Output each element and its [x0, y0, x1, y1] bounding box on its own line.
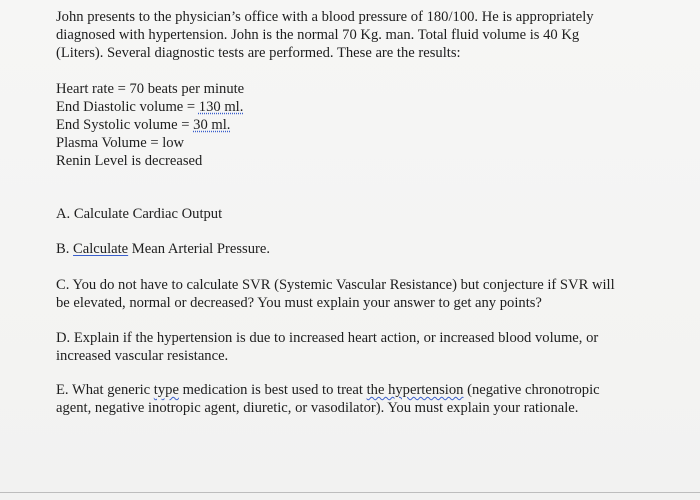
question-d	[56, 329, 666, 365]
question-c	[56, 276, 666, 312]
question-b-calculate: Calculate	[73, 241, 129, 257]
question-b-rest: Mean Arterial Pressure.	[128, 241, 270, 257]
question-b-text	[56, 240, 666, 258]
question-e-part-a: E. What generic	[56, 382, 154, 398]
page-bottom-divider	[0, 492, 700, 493]
edv-label: End Diastolic volume =	[56, 99, 199, 115]
question-e-part-b: medication is best used to treat	[178, 382, 367, 398]
esv-label: End Systolic volume =	[56, 117, 194, 133]
question-b-prefix: B.	[56, 241, 74, 257]
plasma-result: Plasma Volume = low	[56, 135, 185, 151]
question-a	[56, 205, 666, 223]
intro-line-1: John presents to the physician’s office with a blood pressure of 180/100. He is appropriately	[56, 9, 594, 25]
question-e-line-1	[56, 381, 666, 399]
question-e-part-c: (negative chronotropic	[463, 382, 600, 398]
question-e-line-2: agent, negative inotropic agent, diuretic, or vasodilator). You must explain your rationale.	[56, 400, 579, 416]
question-d-line-1: D. Explain if the hypertension is due to increased heart action, or increased blood volume, or	[56, 330, 599, 346]
esv-result	[56, 116, 666, 134]
intro-line-3: (Liters). Several diagnostic tests are performed. These are the results:	[56, 45, 461, 61]
question-a-text: A. Calculate Cardiac Output	[56, 206, 223, 222]
question-c-line-1: C. You do not have to calculate SVR (Systemic Vascular Resistance) but conjecture if SVR will	[56, 277, 615, 293]
results-list	[56, 80, 666, 170]
esv-value: 30 ml.	[193, 117, 231, 133]
edv-value: 130 ml.	[198, 99, 244, 115]
question-c-line-2: be elevated, normal or decreased? You must explain your answer to get any points?	[56, 295, 542, 311]
intro-line-2: diagnosed with hypertension. John is the normal 70 Kg. man. Total fluid volume is 40 Kg	[56, 27, 580, 43]
question-e-hypertension: the hypertension	[366, 382, 464, 398]
question-e-type: type	[153, 382, 179, 398]
heart-rate-result: Heart rate = 70 beats per minute	[56, 81, 245, 97]
question-b	[56, 240, 666, 258]
intro-paragraph	[56, 8, 666, 62]
question-e	[56, 381, 666, 417]
edv-result	[56, 98, 666, 116]
question-d-line-2: increased vascular resistance.	[56, 348, 229, 364]
renin-result: Renin Level is decreased	[56, 153, 203, 169]
